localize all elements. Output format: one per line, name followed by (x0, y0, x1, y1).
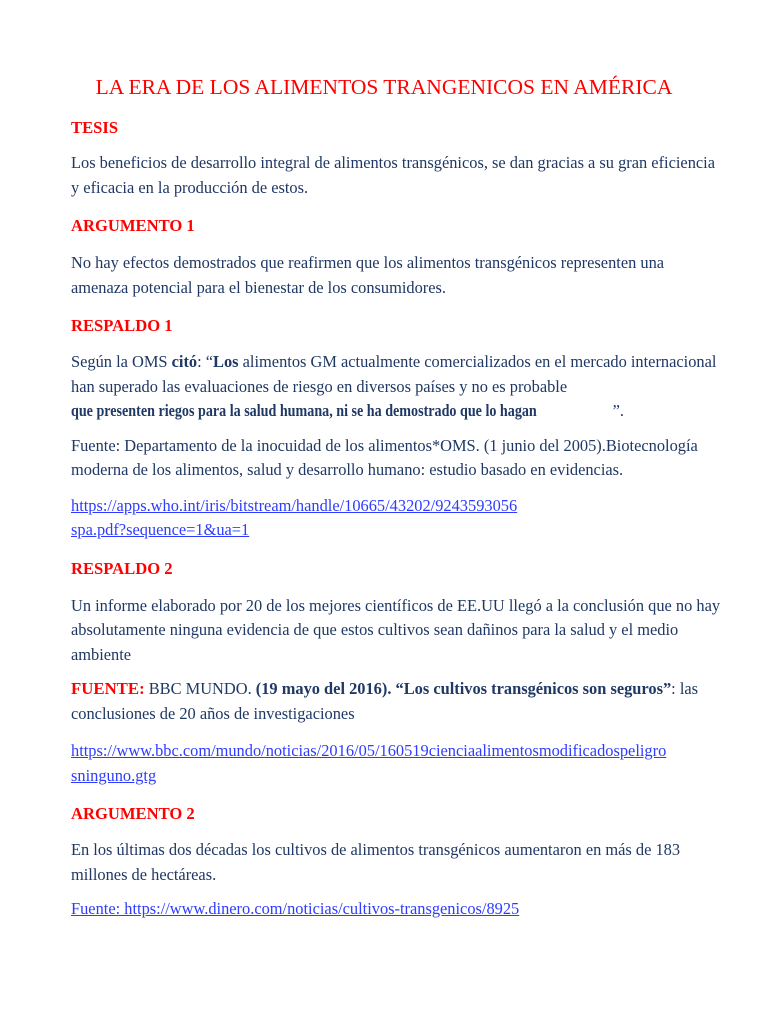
respaldo-2-fuente-rest: : las conclusiones de 20 años de investigaciones (71, 679, 699, 723)
respaldo-1-los: Los (213, 352, 239, 371)
argumento-2-fuente-link[interactable]: Fuente: https://www.dinero.com/noticias/cultivos-transgenicos/8925 (71, 899, 520, 918)
respaldo-2-heading: RESPALDO 2 (71, 558, 173, 578)
respaldo-1-quote-body: alimentos GM actualmente comercializados en el mercado internacional han superado las evaluaciones de riesgo en diversos países y no es probable (71, 352, 717, 396)
respaldo-2-link-line2[interactable]: sninguno.gtg (71, 765, 157, 785)
respaldo-1-quote-open: : “ (197, 352, 214, 371)
respaldo-1-quote-close: ”. (612, 401, 624, 420)
document-title: LA ERA DE LOS ALIMENTOS TRANGENICOS EN AMÉRICA (95, 75, 673, 99)
argumento-1-text: No hay efectos demostrados que reafirmen que los alimentos transgénicos representen una amenaza potencial para el bienestar de los consumidores. (71, 253, 665, 297)
respaldo-1-quote-paragraph (71, 350, 724, 424)
respaldo-2-link[interactable] (71, 739, 724, 788)
respaldo-1-link-line1[interactable]: https://apps.who.int/iris/bitstream/handle/10665/43202/9243593056 (71, 495, 518, 515)
respaldo-1-link-line2[interactable]: spa.pdf?sequence=1&ua=1 (71, 520, 250, 539)
tesis-heading: TESIS (71, 118, 119, 137)
respaldo-1-quote-bold: que presenten riegos para la salud humana, ni se ha demostrado que lo hagan (71, 401, 537, 420)
respaldo-1-heading: RESPALDO 1 (71, 316, 173, 335)
argumento-2-text: En los últimas dos décadas los cultivos de alimentos transgénicos aumentaron en más de 183 millones de hectáreas. (71, 840, 681, 884)
respaldo-1-segun: Según la OMS (71, 352, 172, 371)
respaldo-2-text: Un informe elaborado por 20 de los mejores científicos de EE.UU llegó a la conclusión que no hay absolutamente ninguna evidencia de que estos cultivos sean dañinos para la salud y el medio ambiente (71, 595, 721, 664)
argumento-2-heading: ARGUMENTO 2 (71, 804, 195, 823)
respaldo-2-fuente-date: (19 mayo del 2016). “Los cultivos transgénicos son seguros” (251, 679, 672, 698)
respaldo-2-fuente (71, 677, 724, 726)
respaldo-2-fuente-label: FUENTE: (71, 679, 145, 698)
argumento-2-fuente-link-paragraph[interactable] (71, 897, 724, 922)
tesis-text: Los beneficios de desarrollo integral de alimentos transgénicos, se dan gracias a su gran eficiencia y eficacia en la producción de estos. (71, 153, 715, 197)
respaldo-2-fuente-source: BBC MUNDO. (144, 679, 252, 698)
respaldo-2-link-line1[interactable]: https://www.bbc.com/mundo/noticias/2016/05/160519cienciaalimentosmodificadospeligro (71, 741, 667, 760)
document-page (0, 72, 768, 1024)
respaldo-1-fuente: Fuente: Departamento de la inocuidad de los alimentos*OMS. (1 junio del 2005).Biotecnología moderna de los alimentos, salud y desarrollo humano: estudio basado en evidencias. (71, 435, 698, 479)
respaldo-1-link[interactable] (71, 494, 724, 543)
respaldo-1-cito: citó (171, 352, 198, 371)
argumento-1-heading: ARGUMENTO 1 (71, 216, 195, 235)
